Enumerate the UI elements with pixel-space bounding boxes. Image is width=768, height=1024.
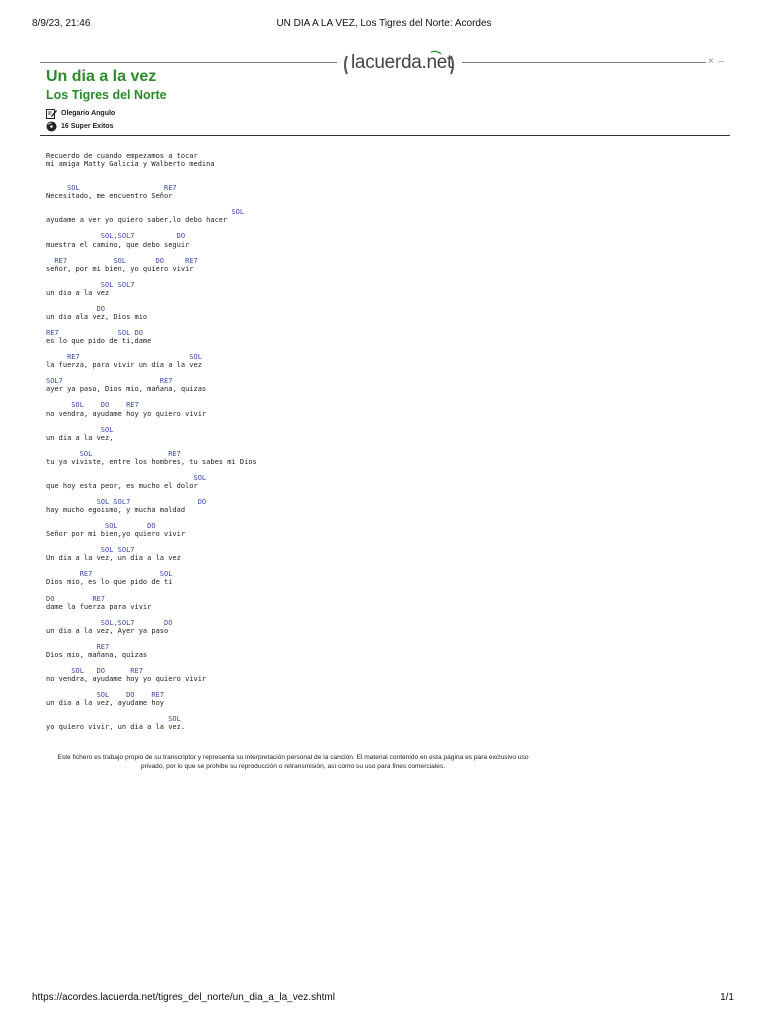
lyric-line: que hoy esta peor, es mucho el dolor (46, 481, 198, 490)
lyric-line (46, 345, 606, 353)
author-name[interactable]: Olegario Angulo (61, 109, 116, 117)
lyric-line: Señor por mi bien,yo quiero vivir (46, 530, 186, 539)
lyric-line (46, 635, 606, 643)
print-url: https://acordes.lacuerda.net/tigres_del_norte/un_dia_a_la_vez.shtml (32, 992, 335, 1003)
chord-line: DO (46, 304, 106, 313)
logo-tld: .net (421, 52, 452, 73)
lyric-line: un dia a la vez, ayudame hoy (46, 699, 165, 708)
lyric-line (46, 659, 606, 667)
header-divider-right (462, 62, 706, 63)
lyric-line: no vendra, ayudame hoy yo quiero vivir (46, 675, 207, 684)
lyric-line (46, 297, 606, 305)
chord-line: SOL,SOL7 DO (46, 618, 173, 627)
lyric-line (46, 562, 606, 570)
chord-line: RE7 SOL DO (46, 329, 143, 338)
lyric-line (46, 273, 606, 281)
lyric-line: un dia ala vez, Dios mio (46, 312, 148, 321)
lyric-line: Un dia a la vez, un dia a la vez (46, 554, 181, 563)
lyric-line: Necesitado, me encuentro Señor (46, 192, 173, 201)
logo-name: lacuerda (351, 52, 422, 73)
print-header (0, 18, 768, 32)
chord-line: SOL DO RE7 (46, 401, 139, 410)
chord-line: RE7 SOL DO RE7 (46, 256, 198, 265)
lyric-line (46, 466, 606, 474)
chord-line: SOL DO RE7 (46, 667, 143, 675)
lyric-line (46, 249, 606, 257)
lyric-line (46, 176, 606, 184)
lyric-line: un dia a la vez (46, 288, 110, 297)
chord-line: RE7 SOL (46, 353, 202, 362)
lyric-line (46, 587, 606, 595)
chord-line: SOL SOL7 (46, 546, 135, 555)
print-doc-title: UN DIA A LA VEZ, Los Tigres del Norte: Acordes (276, 18, 492, 29)
lyric-line: señor, por mi bien, yo quiero vivir (46, 264, 194, 273)
lyric-line (46, 393, 606, 401)
chord-line: SOL7 RE7 (46, 377, 173, 386)
lyric-line: la fuerza, para vivir un dia a la vez (46, 361, 202, 370)
lyric-line (46, 707, 606, 715)
disclaimer: Este fichero es trabajo propio de su transcriptor y representa su interpretación personal de la canción. El material contenido en esta página es para exclusivo uso privado, por lo que se prohibe su reproducción o retransmisión, así como su uso para fines comerciales. (57, 754, 529, 770)
lyric-line: ayudame a ver yo quiero saber,lo debo hacer (46, 216, 228, 225)
chord-line: SOL,SOL7 DO (46, 232, 186, 241)
print-footer (0, 992, 768, 1006)
lyric-line (46, 168, 606, 176)
song-title: Un dia a la vez (46, 68, 157, 85)
lyric-line: un dia a la vez, (46, 433, 114, 442)
chord-line: RE7 (46, 642, 110, 651)
chord-line: SOL (46, 473, 207, 482)
header-divider-left (40, 62, 337, 63)
lyric-line (46, 611, 606, 619)
disc-icon (46, 121, 57, 132)
lyric-line (46, 321, 606, 329)
lyric-line (46, 224, 606, 232)
chord-line: SOL DO (46, 522, 156, 531)
print-page-number: 1/1 (720, 992, 734, 1003)
chord-sheet (46, 152, 606, 731)
album-row (46, 120, 114, 132)
lyric-line: es lo que pido de ti,dame (46, 337, 152, 346)
lyric-line (46, 418, 606, 426)
lyric-line (46, 514, 606, 522)
lyric-line (46, 490, 606, 498)
lyric-line: mi amiga Matty Galicia y Walberto medina (46, 160, 215, 169)
artist-link[interactable]: Los Tigres del Norte (46, 88, 167, 102)
lyric-line: un dia a la vez, Ayer ya paso (46, 626, 169, 635)
lyric-line (46, 538, 606, 546)
chord-line: SOL (46, 715, 181, 724)
chord-line: SOL DO RE7 (46, 691, 165, 700)
chord-line: SOL SOL7 (46, 280, 135, 289)
lyric-line: Recuerdo de cuando empezamos a tocar (46, 152, 198, 160)
lyric-line: yo quiero vivir, un dia a la vez. (46, 723, 186, 732)
lyric-line: dame la fuerza para vivir (46, 602, 152, 611)
lyric-line: tu ya viviste, entre los hombres, tu sabes mi Dios (46, 457, 257, 466)
album-name[interactable]: 16 Super Exitos (61, 122, 114, 130)
pencil-note-icon (46, 108, 57, 119)
lyric-line: Dios mio, es lo que pido de ti (46, 578, 173, 587)
lyric-line: hay mucho egoismo, y mucha maldad (46, 506, 186, 515)
lyric-line (46, 442, 606, 450)
chord-line: SOL RE7 (46, 184, 177, 193)
divider-close-mark: × – (708, 56, 726, 67)
lyric-line: muestra el camino, que debo seguir (46, 240, 190, 249)
lyric-line: Dios mio, mañana, quizas (46, 650, 148, 659)
chord-line: SOL RE7 (46, 449, 181, 458)
lyric-line (46, 683, 606, 691)
lyric-line: no vendra, ayudame hoy yo quiero vivir (46, 409, 207, 418)
lacuerda-logo[interactable] (341, 50, 457, 80)
chord-line: DO RE7 (46, 594, 106, 603)
print-datetime: 8/9/23, 21:46 (32, 18, 91, 29)
chord-line: SOL SOL7 DO (46, 498, 207, 507)
chord-line: RE7 SOL (46, 570, 173, 579)
lyric-line (46, 369, 606, 377)
content-divider (40, 135, 730, 136)
lyric-line: ayer ya paso, Dios mio, mañana, quizas (46, 385, 207, 394)
author-row (46, 107, 115, 119)
chord-line: SOL (46, 208, 245, 217)
chord-line: SOL (46, 425, 114, 434)
lyric-line (46, 200, 606, 208)
